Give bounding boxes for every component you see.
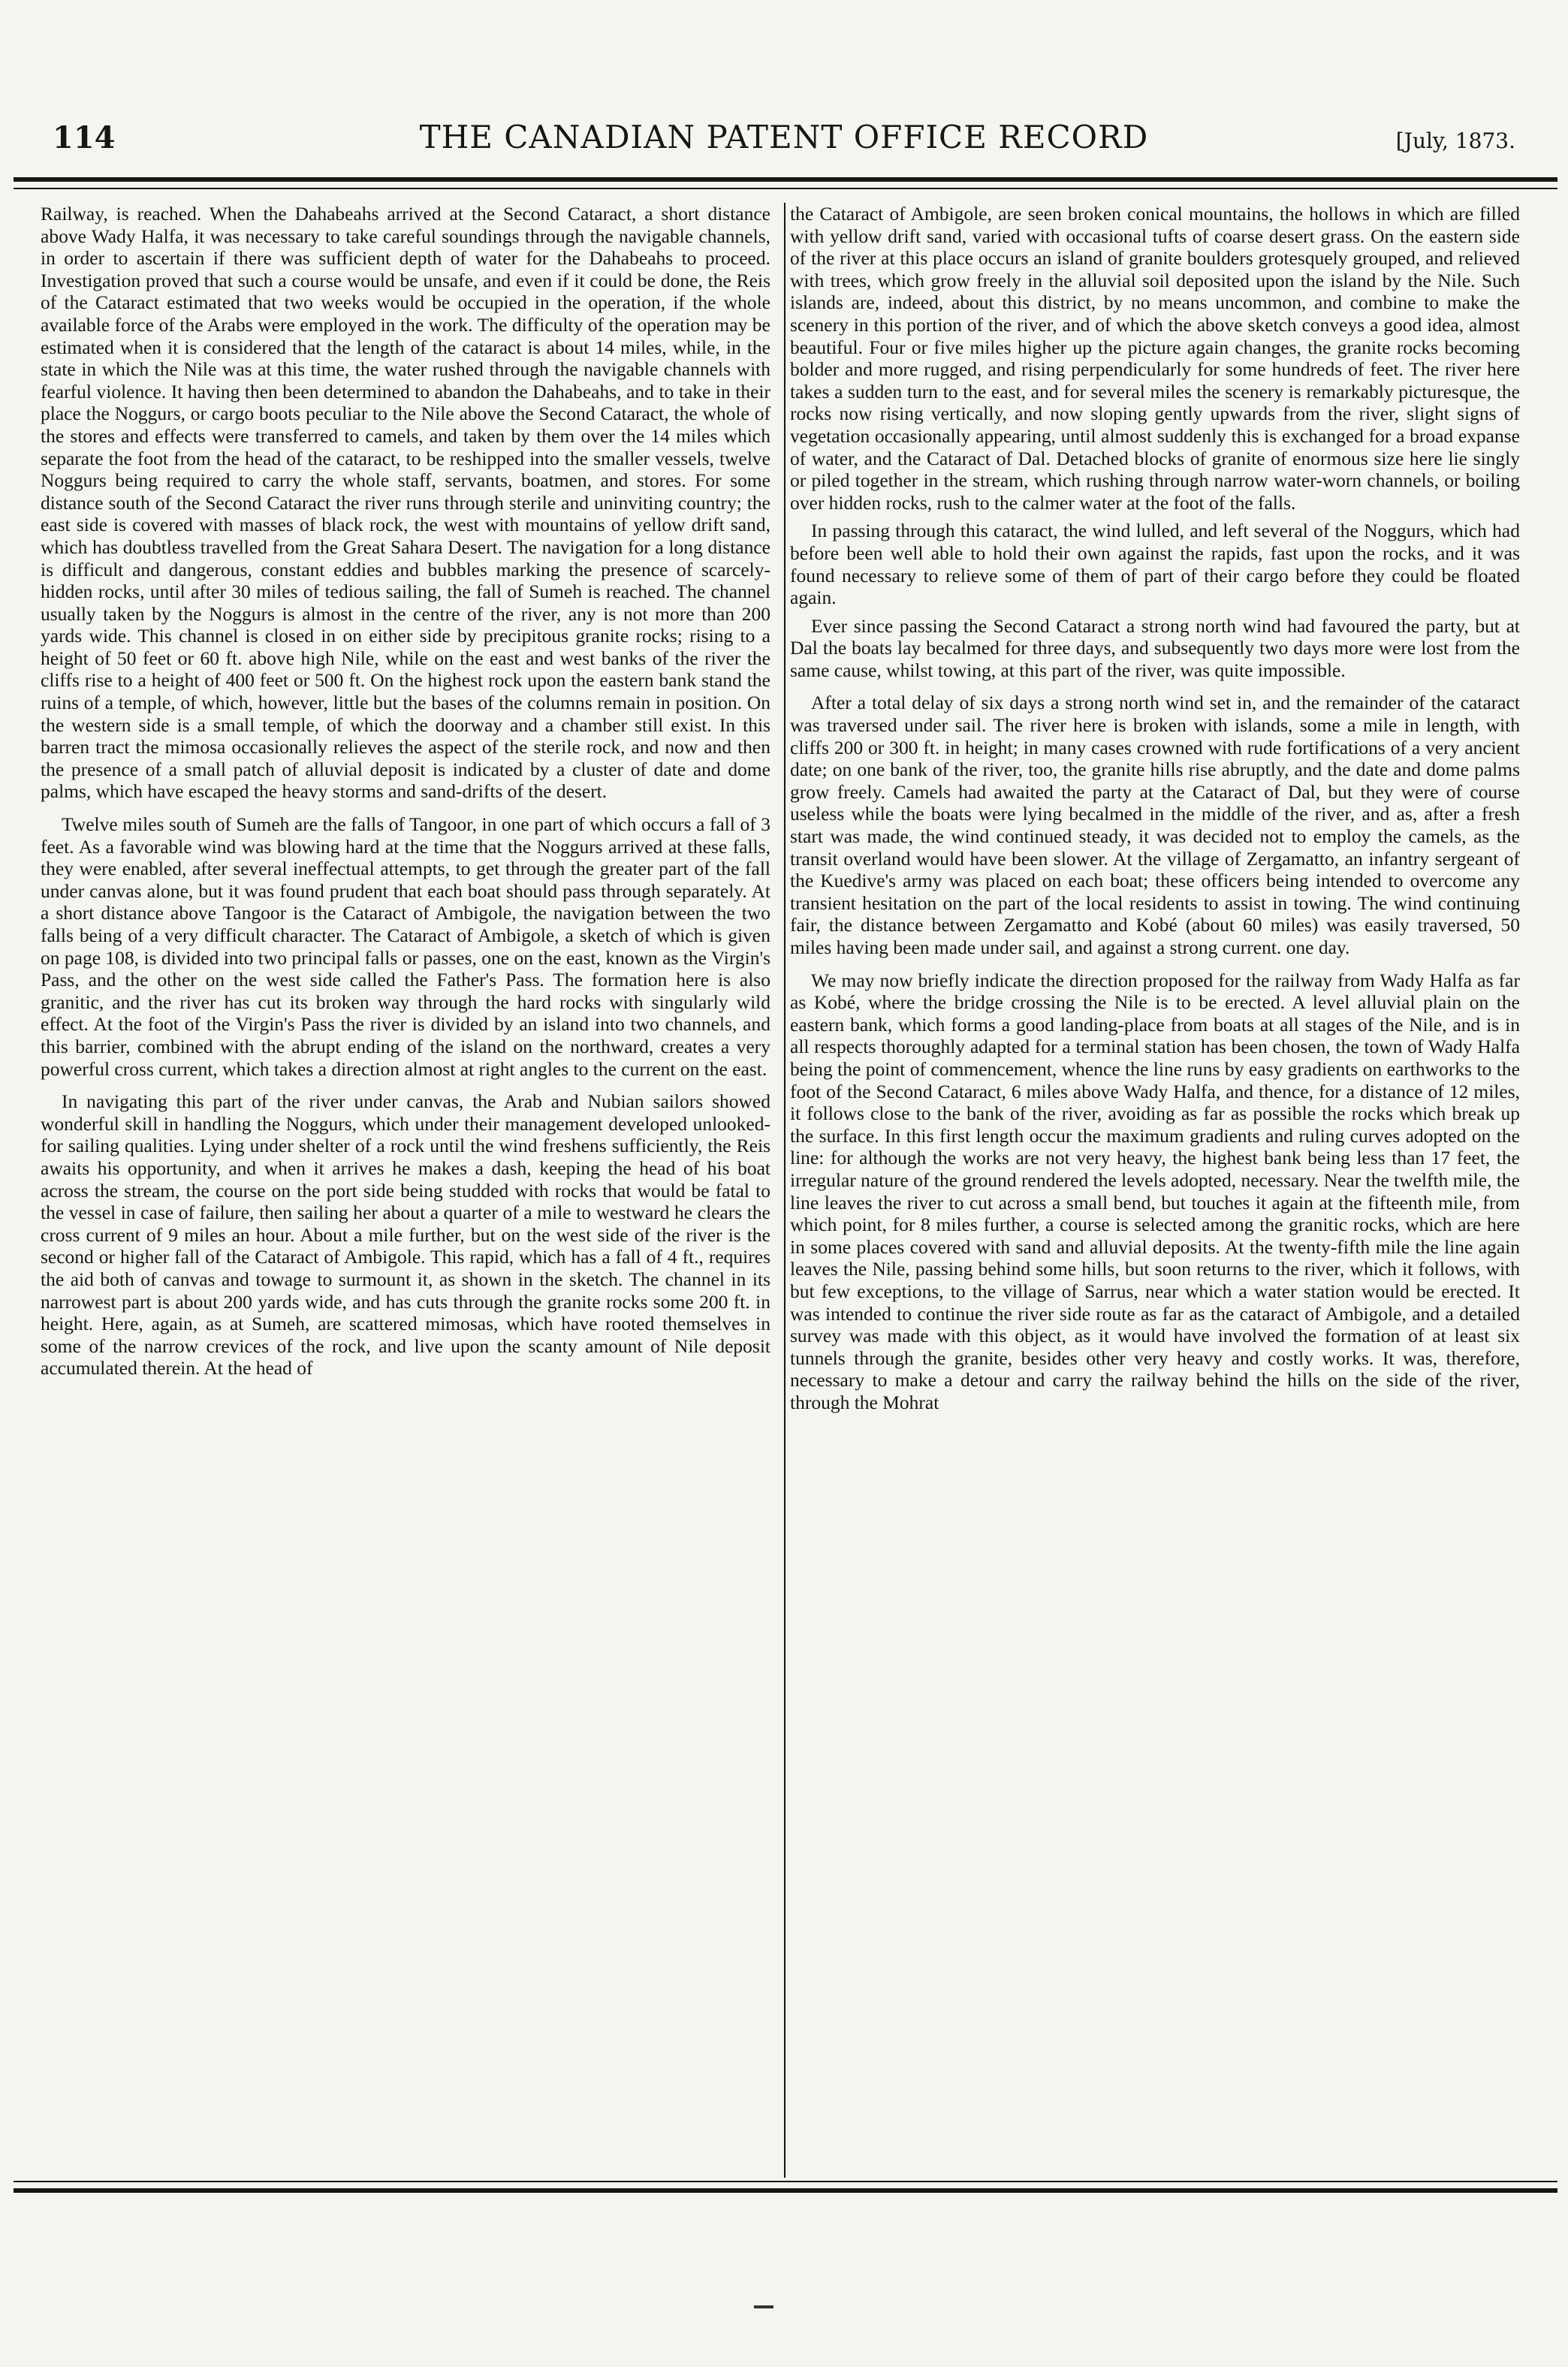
left-column xyxy=(36,203,784,2178)
right-paragraph-3: Ever since passing the Second Cataract a strong north wind had favoured the party, but at Dal the boats lay becalmed for three days, and subsequently two days more were lost from the same cause, whilst towing, at this part of the river, was quite impossible. xyxy=(790,614,1520,681)
left-paragraph-2: Twelve miles south of Sumeh are the falls of Tangoor, in one part of which occurs a fall of 3 feet. As a favorable wind was blowing hard at the time that the Noggurs arrived at these falls, they were enabled, after several ineffectual attempts, to get through the greater part of the fall under canvas alone, but it was found prudent that each boat should pass through separately. At a short distance above Tangoor is the Cataract of Ambigole, the navigation between the two falls being of a very difficult character. The Cataract of Ambigole, a sketch of which is given on page 108, is divided into two principal falls or passes, one on the east, known as the Virgin's Pass, and the other on the west side called the Father's Pass. The formation here is also granitic, and the river has cut its broken way through the hard rocks with singularly wild effect. At the foot of the Virgin's Pass the river is divided by an island into two channels, and this barrier, combined with the abrupt ending of the island on the northward, creates a very powerful cross current, which takes a direction almost at right angles to the current on the east. xyxy=(41,813,770,1080)
footer-rule-thick xyxy=(14,2188,1557,2193)
issue-date: [July, 1873. xyxy=(1395,128,1515,153)
left-paragraph-3: In navigating this part of the river under canvas, the Arab and Nubian sailors showed wonderful skill in handling the Noggurs, which under their management developed unlooked-for sailing qualities. Lying under shelter of a rock until the wind freshens sufficiently, the Reis awaits his opportunity, and when it arrives he makes a dash, keeping the head of his boat across the stream, the course on the port side being studded with rocks that would be fatal to the vessel in case of failure, then sailing her about a quarter of a mile to westward he clears the cross current of 9 miles an hour. About a mile further, but on the west side of the river is the second or higher fall of the Cataract of Ambigole. This rapid, which has a fall of 4 ft., requires the aid both of canvas and towage to surmount it, as shown in the sketch. The channel in its narrowest part is about 200 yards wide, and has cuts through the granite rocks some 200 ft. in height. Here, again, as at Sumeh, are scattered mimosas, which have rooted themselves in some of the narrow crevices of the rock, and live upon the scanty amount of Nile deposit accumulated therein. At the head of xyxy=(41,1090,770,1379)
printer-mark xyxy=(754,2305,773,2308)
right-paragraph-1: the Cataract of Ambigole, are seen broken conical mountains, the hollows in which are filled with yellow drift sand, varied with occasional tufts of coarse desert grass. On the eastern side of the river at this place occurs an island of granite boulders grotesquely grouped, and relieved with trees, which grow freely in the alluvial soil deposited upon the island by the Nile. Such islands are, indeed, about this district, by no means uncommon, and combine to make the scenery in this portion of the river, and of which the above sketch conveys a good idea, almost beautiful. Four or five miles higher up the picture again changes, the granite rocks becoming bolder and more rugged, and rising perpendicularly for some hundreds of feet. The river here takes a sudden turn to the east, and for several miles the scenery is remarkably picturesque, the rocks now rising vertically, and now sloping gently upwards from the river, slight signs of vegetation occasionally appearing, until almost suddenly this is exchanged for a broad expanse of water, and the Cataract of Dal. Detached blocks of granite of enormous size here lie singly or piled together in the stream, which rushing through narrow water-worn channels, or boiling over hidden rocks, rush to the calmer water at the foot of the falls. xyxy=(790,203,1520,514)
right-paragraph-5: We may now briefly indicate the direction proposed for the railway from Wady Halfa as far as Kobé, where the bridge crossing the Nile is to be erected. A level alluvial plain on the eastern bank, which forms a good landing-place from boats at all stages of the Nile, and is in all respects thoroughly adapted for a terminal station has been chosen, the town of Wady Halfa being the point of commencement, whence the line runs by easy gradients on earthworks to the foot of the Second Cataract, 6 miles above Wady Halfa, and thence, for a distance of 12 miles, it follows close to the bank of the river, avoiding as far as possible the rocks which break up the surface. In this first length occur the maximum gradients and ruling curves adopted on the line: for although the works are not very heavy, the highest bank being less than 17 feet, the irregular nature of the ground rendered the levels adopted, necessary. Near the twelfth mile, the line leaves the river to cut across a small bend, but touches it again at the fifteenth mile, from which point, for 8 miles further, a course is selected among the granitic rocks, which are here in some places covered with sand and alluvial deposits. At the twenty-fifth mile the line again leaves the Nile, passing behind some hills, but soon returns to the river, which it follows, with but few exceptions, to the village of Sarrus, near which a water station would be erected. It was intended to continue the river side route as far as the cataract of Ambigole, and a detailed survey was made with this object, as it would have involved the formation of at least six tunnels through the granite, besides other very heavy and costly works. It was, therefore, necessary to make a detour and carry the railway behind the hills on the side of the river, through the Mohrat xyxy=(790,969,1520,1413)
right-column xyxy=(786,203,1533,2178)
journal-title: THE CANADIAN PATENT OFFICE RECORD xyxy=(419,119,1149,155)
header-rule-thin xyxy=(14,188,1557,189)
page-header xyxy=(53,119,1515,164)
article-columns xyxy=(36,203,1533,2178)
footer-rule-thin xyxy=(14,2181,1557,2182)
page-number: 114 xyxy=(53,120,116,155)
right-paragraph-2: In passing through this cataract, the wind lulled, and left several of the Noggurs, which had before been well able to hold their own against the rapids, fast upon the rocks, and it was found necessary to relieve some of them of part of their cargo before they could be floated again. xyxy=(790,520,1520,609)
right-paragraph-4: After a total delay of six days a strong north wind set in, and the remainder of the cataract was traversed under sail. The river here is broken with islands, some a mile in length, with cliffs 200 or 300 ft. in height; in many cases crowned with rude fortifications of a very ancient date; on one bank of the river, too, the granite hills rise abruptly, and the date and dome palms grow freely. Camels had awaited the party at the Cataract of Dal, but they were of course useless while the boats were lying becalmed in the middle of the river, and as, after a fresh start was made, the wind continued steady, it was decided not to employ the camels, as the transit overland would have been slower. At the village of Zergamatto, an infantry sergeant of the Kuedive's army was placed on each boat; these officers being intended to overcome any transient hesitation on the part of the local residents to assist in towing. The wind continuing fair, the distance between Zergamatto and Kobé (about 60 miles) was easily traversed, 50 miles having been made under sail, and against a strong current. one day. xyxy=(790,692,1520,958)
left-paragraph-1: Railway, is reached. When the Dahabeahs arrived at the Second Cataract, a short distance above Wady Halfa, it was necessary to take careful soundings through the navigable channels, in order to ascertain if there was sufficient depth of water for the Dahabeahs to proceed. Investigation proved that such a course would be unsafe, and even if it could be done, the Reis of the Cataract estimated that two weeks would be occupied in the operation, if the whole available force of the Arabs were employed in the work. The difficulty of the operation may be estimated when it is considered that the length of the cataract is about 14 miles, while, in the state in which the Nile was at this time, the water rushed through the navigable channels with fearful violence. It having then been determined to abandon the Dahabeahs, and to take in their place the Noggurs, or cargo boots peculiar to the Nile above the Second Cataract, the whole of the stores and effects were transferred to camels, and taken by them over the 14 miles which separate the foot from the head of the cataract, to be reshipped into the smaller vessels, twelve Noggurs being required to carry the whole staff, servants, boatmen, and stores. For some distance south of the Second Cataract the river runs through sterile and uninviting country; the east side is covered with masses of black rock, the west with mountains of yellow drift sand, which has doubtless travelled from the Great Sahara Desert. The navigation for a long distance is difficult and dangerous, constant eddies and bubbles marking the presence of scarcely-hidden rocks, until after 30 miles of tedious sailing, the fall of Sumeh is reached. The channel usually taken by the Noggurs is almost in the centre of the river, any is not more than 200 yards wide. This channel is closed in on either side by precipitous granite rocks; rising to a height of 50 feet or 60 ft. above high Nile, while on the east and west banks of the river the cliffs rise to a height of 400 feet or 500 ft. On the highest rock upon the eastern bank stand the ruins of a temple, of which, however, little but the bases of the columns remain in position. On the western side is a small temple, of which the doorway and a chamber still exist. In this barren tract the mimosa occasionally relieves the aspect of the sterile rock, and now and then the presence of a small patch of alluvial deposit is indicated by a cluster of date and dome palms, which have escaped the heavy storms and sand-drifts of the desert. xyxy=(41,203,770,803)
header-rule-thick xyxy=(14,177,1557,182)
